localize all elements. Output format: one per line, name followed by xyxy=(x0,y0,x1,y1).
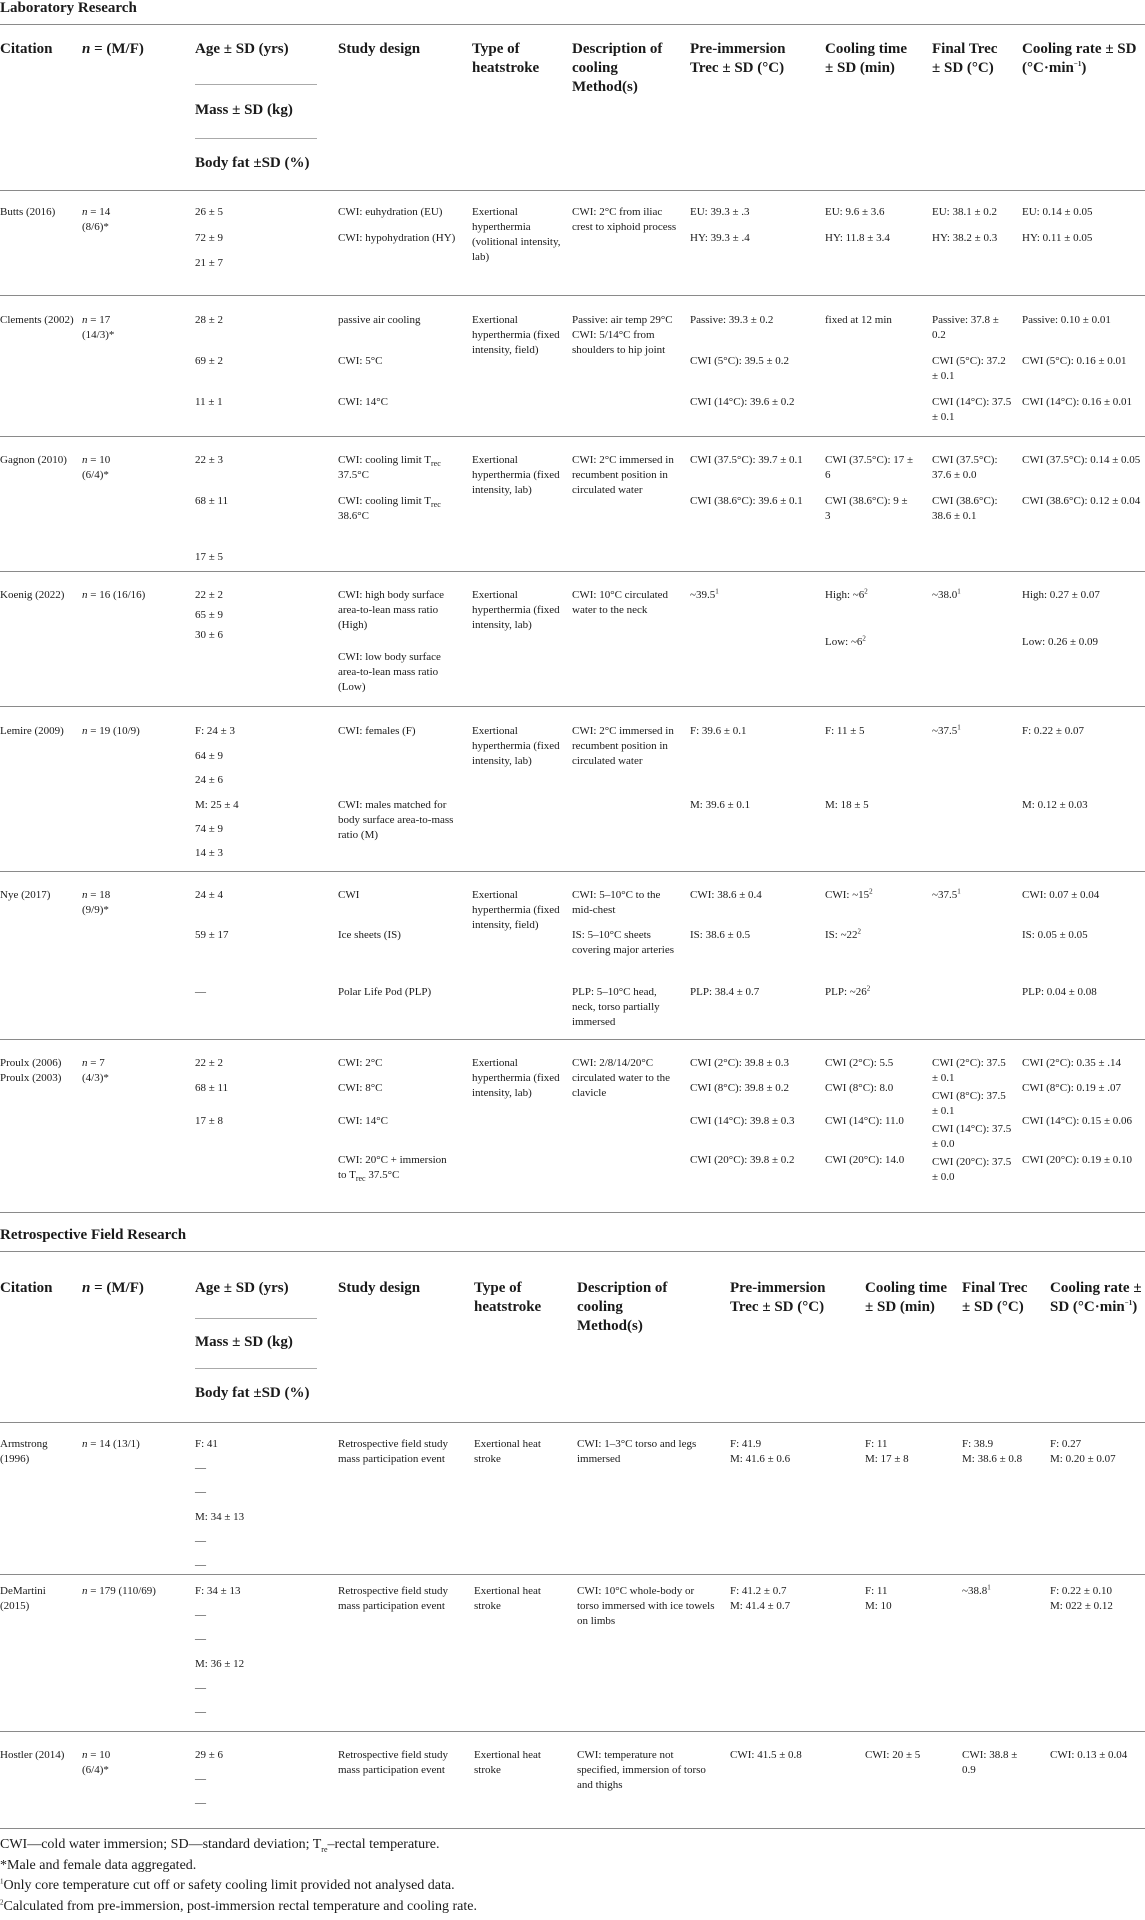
header-age: Age ± SD (yrs) xyxy=(195,1280,289,1296)
header-fat: Body fat ±SD (%) xyxy=(195,1385,310,1401)
header-time: Cooling time ± SD (min) xyxy=(865,1280,948,1315)
footnote: $^2$Calculated from pre-immersion, post-immersion rectal temperature and cooling rate. xyxy=(0,1898,477,1914)
header-time: Cooling time ± SD (min) xyxy=(825,41,908,76)
header-desc: Description of cooling Method(s) xyxy=(577,1280,668,1334)
header-age: Age ± SD (yrs) xyxy=(195,41,289,57)
header-mass: Mass ± SD (kg) xyxy=(195,1334,293,1350)
footnote: CWI—cold water immersion; SD—standard deviation; $T_{re}$–rectal temperature. xyxy=(0,1837,440,1854)
header-final: Final Trec ± SD (°C) xyxy=(932,41,998,76)
header-design: Study design xyxy=(338,1280,421,1296)
header-desc: Description of cooling Method(s) xyxy=(572,41,663,95)
header-mass: Mass ± SD (kg) xyxy=(195,102,293,118)
header-rate: Cooling rate ± SD $(^\circ C\cdot\min^{-1})$ xyxy=(1022,41,1137,76)
header-citation: Citation xyxy=(0,1280,53,1296)
footnote: $^1$Only core temperature cut off or safety cooling limit provided not analysed data. xyxy=(0,1877,455,1893)
divider xyxy=(0,24,1145,25)
header-citation: Citation xyxy=(0,41,53,57)
header-rate: Cooling rate ± SD $(^\circ C\cdot\min^{-1})$ xyxy=(1050,1280,1142,1315)
header-final: Final Trec ± SD (°C) xyxy=(962,1280,1028,1315)
header-design: Study design xyxy=(338,41,421,57)
header-type: Type of heatstroke xyxy=(472,41,540,76)
header-type: Type of heatstroke xyxy=(474,1280,542,1315)
header-n: n = (M/F) xyxy=(82,41,144,57)
header-fat: Body fat ±SD (%) xyxy=(195,155,310,171)
header-n: n = (M/F) xyxy=(82,1280,144,1296)
footnote: *Male and female data aggregated. xyxy=(0,1858,197,1873)
section-title-retro: Retrospective Field Research xyxy=(0,1227,187,1243)
header-pre: Pre-immersion Trec ± SD (°C) xyxy=(730,1280,826,1315)
section-title-lab: Laboratory Research xyxy=(0,0,137,16)
header-pre: Pre-immersion Trec ± SD (°C) xyxy=(690,41,786,76)
